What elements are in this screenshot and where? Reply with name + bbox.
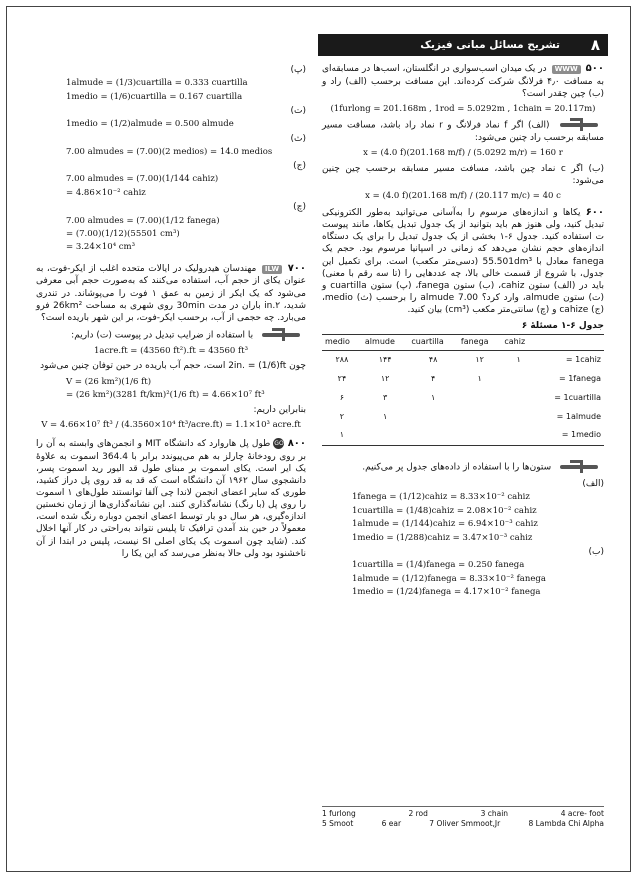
table-row-header: = 1cahiz (565, 355, 601, 365)
table-header-cell (536, 335, 604, 351)
table-cell: ۳ (382, 392, 388, 402)
table-row (322, 351, 604, 370)
table-cell (362, 426, 408, 445)
problem-8-text: طول پل هاروارد که دانشگاه MIT و انجمن‌های وابسته به آن را بر روی رودخانهٔ چارلز به هم می‌پیوندد برابر با 364.4 اسموت به علاوهٔ یک ایر است. یکای اسموت بر مبنای طول قد الیور رید اسموت پسر، دانشجوی سال ۱۹۶۲ آن دانشگاه است که قد به قد روی پل دراز کشید، طوری که سایر اعضای انجمن لاندا چی آلفا توانستند طول‌های ۱ اسموت را روی پل (با رنگ) نشانه‌گذاری کنند. این نشانه‌گذاری‌ها از زمان نخستین اندازه‌گیری، هر سال دو بار توسط اعضای انجمن دوباره رنگ شده است، معمولاً در حین بند آمدن ترافیک تا پلیس نتواند به‌راحتی در کار آنها اخلال کند. (شاید چون اسموت یک یکای اصلی SI نیست، پلیس در ابتدا از آن ناخشنود بود ولی حالا به‌نظر می‌رسد که این یکا را (36, 439, 307, 559)
solution-7-1 (36, 328, 306, 342)
table-cell (458, 389, 501, 408)
label-b: (ب) (588, 547, 604, 558)
footnote-row (322, 809, 604, 819)
equation-7-1: 1acre.ft = (43560 ft²).ft = 43560 ft³ (94, 345, 248, 356)
table-cell: ۲ (339, 411, 345, 421)
equation-6-ch: = 3.24×10⁴ cm³ (66, 242, 136, 253)
table-cell: ۱ (382, 411, 388, 421)
table-title: جدول ۶-۱ مسئلهٔ ۶ (521, 321, 604, 332)
solution-6-intro-text: ستون‌ها را با استفاده از داده‌های جدول پر می‌کنیم. (362, 462, 552, 473)
problem-6-text: یکاها و اندازه‌های مرسوم را به‌آسانی می‌توانید به‌طور الکترونیکی تبدیل کنید، ولی هنوز هم باید بتوانید از یک جدول تبدیل یکاها، مانند پیوست ت استفاده کنید. جدول ۶-۱ بخشی از یک جدول تبدیل را برای یک دستگاه اندازه‌های حجم نشان می‌دهد که زمانی در اسپانیا مرسوم بود. حجم یک fanega معادل با 55.501dm³ (دسی‌متر مکعب) است. برای تکمیل این جدول، با شروع از قسمت خالی بالا، چه عددهایی را (تا سه رقم با معنی) باید در (الف) ستون cahiz، (ب) ستون fanega، (پ) ستون cuartilla و (ت) ستون almude، وارد کرد؟ 7.00 almude را برحسب (ث) medio، (ج) cahize و (چ) سانتی‌متر مکعب (cm³) بیان کنید. (322, 207, 605, 316)
table-row (322, 426, 604, 445)
table-cell (408, 426, 458, 445)
equation-6-a: 1fanega = (1/12)cahiz = 8.33×10⁻² cahiz (352, 492, 530, 503)
table-row (322, 408, 604, 427)
solution-icon (558, 460, 604, 474)
footnote: 5 Smoot (322, 819, 354, 829)
table-header-row (322, 335, 604, 351)
problem-5-given: (1furlong = 201.168m , 1rod = 5.0292m , 1chain = 20.117m) (330, 103, 596, 114)
equation-5-b: x = (4.0 f)(201.168 m/f) / (20.117 m/c) = 40 c (365, 191, 561, 202)
table-cell: ۶ (339, 392, 345, 402)
label-p: (پ) (290, 65, 306, 75)
table-row (322, 370, 604, 389)
solution-7-1-text: با استفاده از ضرایب تبدیل در پیوست (ت) داریم: (71, 330, 254, 341)
www-badge: WWW (552, 65, 581, 74)
table-header-cell: almude (362, 335, 408, 351)
solution-7-2-text: چون 2in. = (1/6)ft است، حجم آب باریده در حین توفان چنین می‌شود (40, 361, 306, 372)
solution-5-a (322, 118, 604, 144)
problem-8-number: ۸۰۰ (287, 438, 306, 450)
equation-6-b: 1cuartilla = (1/4)fanega = 0.250 fanega (352, 560, 525, 571)
equation-6-ch: 7.00 almudes = (7.00)(1/12 fanega) (66, 215, 220, 226)
page-number: ۸ (590, 36, 600, 54)
label-a: (الف) (582, 479, 604, 490)
table-row-header: = 1fanega (558, 373, 601, 383)
table-header-cell: cahiz (501, 335, 536, 351)
footnotes (322, 806, 604, 829)
label-j: (ج) (293, 161, 306, 172)
solution-5-b-text: (ب) اگر c نماد چین باشد، مسافت مسیر مسابقه برحسب چین چنین می‌شود: (322, 163, 604, 186)
table-cell (408, 408, 458, 427)
table-cell: ۱۲ (475, 355, 484, 365)
ilw-badge: ILW (262, 265, 282, 274)
equation-6-a: 1almude = (1/144)cahiz = 6.94×10⁻³ cahiz (352, 519, 538, 530)
equation-6-b: 1almude = (1/12)fanega = 8.33×10⁻² fanega (352, 573, 546, 584)
left-column (36, 62, 306, 564)
table-cell: ۴۸ (428, 355, 438, 365)
table-row-header: = 1almude (556, 411, 601, 421)
solution-5-a-text: (الف) اگر f نماد فرلانگ و r نماد راد باشد، مسافت مسیر مسابقه برحسب راد چنین می‌شود: (322, 120, 604, 144)
problem-5-number: ۵۰۰ (585, 63, 604, 74)
equation-6-a: 1medio = (1/288)cahiz = 3.47×10⁻³ cahiz (352, 532, 533, 543)
page-header (318, 34, 608, 56)
table-cell: ۱۲ (380, 373, 390, 383)
label-ch: (چ) (293, 202, 306, 213)
label-th: (ث) (290, 133, 306, 144)
solution-7-3-text: بنابراین داریم: (253, 404, 306, 415)
table-cell (501, 370, 536, 389)
solution-icon (260, 328, 306, 342)
footnote: 7 Oliver Smmoot,Jr (429, 819, 501, 829)
table-cell (501, 426, 536, 445)
table-header-cell: medio (322, 335, 362, 351)
footnote: 1 furlong (322, 809, 356, 818)
problem-6 (322, 206, 604, 317)
equation-5-a: x = (4.0 f)(201.168 m/f) / (5.0292 m/r) = 160 r (363, 148, 563, 159)
table-cell: ۱ (430, 392, 436, 402)
problem-6-number: ۶۰۰ (585, 206, 604, 218)
table-cell (458, 408, 501, 427)
equation-6-b: 1medio = (1/24)fanega = 4.17×10⁻² fanega (352, 587, 541, 598)
table-cell: ۲۸۸ (335, 355, 349, 365)
table-cell (501, 408, 536, 427)
footnote: 3 chain (480, 809, 509, 818)
equation-7-2: V = (26 km²)(1/6 ft) (66, 376, 152, 387)
equation-7-2: = (26 km²)(3281 ft/km)²(1/6 ft) = 4.66×10⁷ ft³ (66, 390, 265, 401)
problem-7 (36, 262, 306, 324)
equation-6-j: 7.00 almudes = (7.00)(1/144 cahiz) (66, 174, 219, 185)
footnote: 6 ear (381, 819, 402, 829)
table-cell: ۱ (322, 426, 362, 445)
label-t: (ت) (290, 106, 306, 117)
equation-6-t: 1medio = (1/2)almude = 0.500 almude (66, 119, 234, 130)
table-cell: ۱۴۴ (378, 355, 392, 365)
problem-5-text: در یک میدان اسب‌سواری در انگلستان، اسب‌ها در مسابقه‌ای به مسافت ۴٫۰ فرلانگ شرکت کرده‌اند. این مسافت برحسب (الف) راد و (ب) چین چقدر است؟ (322, 64, 604, 99)
solution-6-intro (322, 460, 604, 474)
footnote-row (322, 819, 604, 829)
table-cell: ۱ (477, 373, 482, 383)
page-title: تشریح مسائل مبانی فیزیک (420, 39, 560, 51)
footnote: 8 Lambda Chi Alpha (528, 819, 604, 829)
footnote: 4 acre- foot (560, 809, 604, 818)
equation-7-3: V = 4.66×10⁷ ft³ / (4.3560×10⁴ ft³/acre.ft) = 1.1×10³ acre.ft (41, 419, 301, 430)
problem-7-text: مهندسان هیدرولیک در ایالات متحده اغلب از ایکر-فوت، به عنوان یکای از حجم آب، استفاده می‌کنند که به‌صورت حجم آبی معرفی می‌شود که یک ایکر از زمین به عمق ۱ فوت را می‌پوشاند. در تندری شدید، ۲.in باران در مدت 30min روی شهری به مساحت 26km² فرو می‌بارد. چه حجمی از آب، برحسب ایکر-فوت، بر این شهر باریده است؟ (36, 263, 306, 323)
table-header-cell: fanega (458, 335, 501, 351)
equation-6-p: 1medio = (1/6)cuartilla = 0.167 cuartilla (66, 91, 243, 102)
table-cell: ۲۴ (337, 373, 347, 383)
problem-7-number: ۷۰۰ (287, 262, 306, 274)
equation-6-j: = 4.86×10⁻² cahiz (66, 187, 146, 198)
table-cell (501, 389, 536, 408)
table-row-header: = 1cuartilla (554, 392, 601, 402)
problem-5 (322, 62, 604, 100)
problem-8 (36, 437, 306, 560)
go-badge: GO (274, 440, 284, 448)
equation-6-ch: = (7.00)(1/12)(55501 cm³) (66, 228, 180, 239)
table-row-header: = 1medio (536, 426, 604, 445)
table-cell: ۴ (430, 373, 436, 383)
table-header-cell: cuartilla (408, 335, 458, 351)
solution-icon (558, 118, 604, 132)
conversion-table (322, 334, 604, 446)
table-cell (458, 426, 501, 445)
footnote: 2 rod (408, 809, 428, 818)
equation-6-a: 1cuartilla = (1/48)cahiz = 2.08×10⁻² cahiz (352, 505, 537, 516)
table-cell: ۱ (516, 355, 521, 365)
equation-6-p: 1almude = (1/3)cuartilla = 0.333 cuartilla (66, 78, 248, 89)
equation-6-th: 7.00 almudes = (7.00)(2 medios) = 14.0 medios (66, 146, 273, 157)
right-column (322, 62, 604, 601)
table-row (322, 389, 604, 408)
